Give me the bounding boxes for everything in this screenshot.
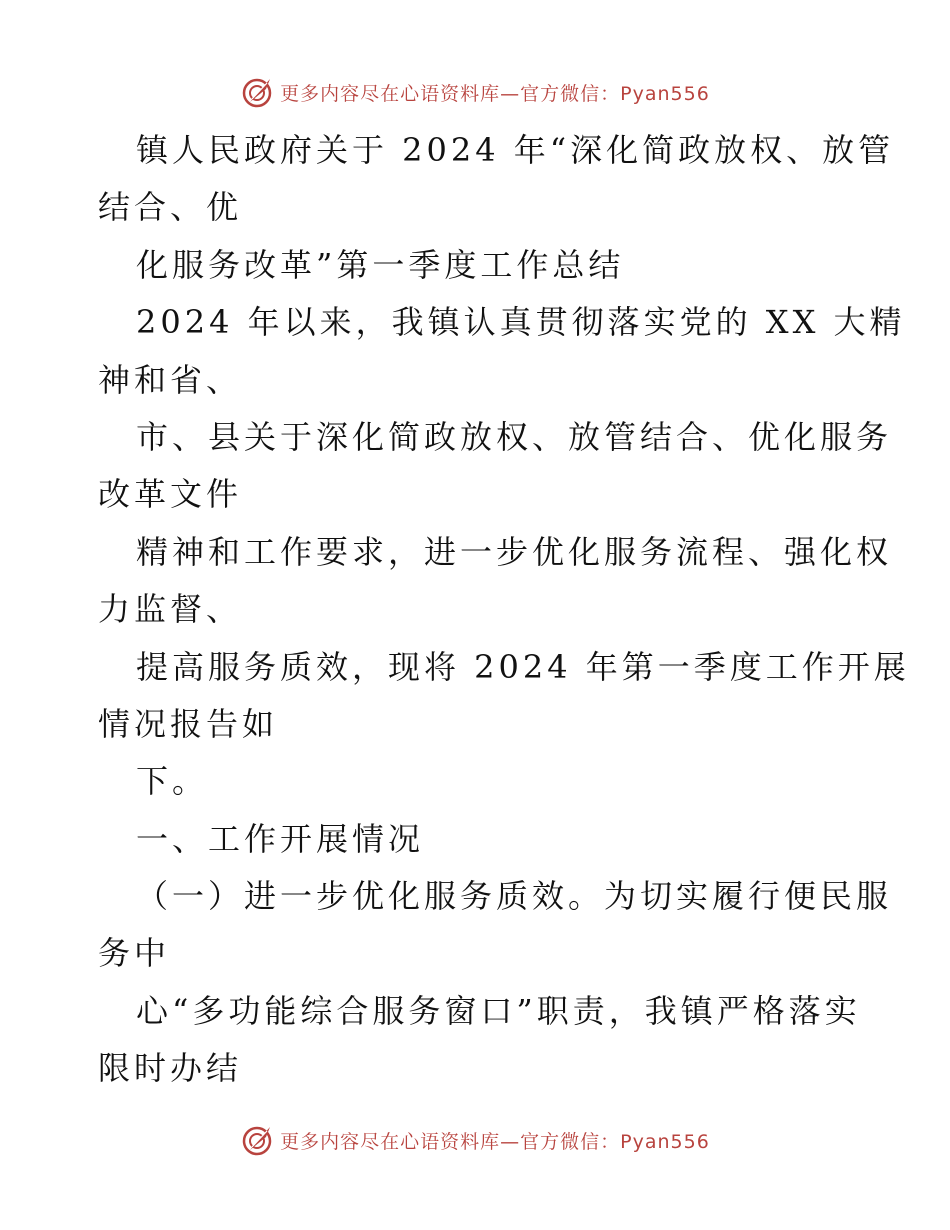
text-line: 限时办结 [98,1049,243,1088]
text-line: 一、工作开展情况 [136,819,425,858]
text-line: （一）进一步优化服务质效。为切实履行便民服 [136,877,893,916]
text-line: 心“多功能综合服务窗口”职责，我镇严格落实 [136,991,861,1030]
text-line: 镇人民政府关于 2024 年“深化简政放权、放管 [136,131,895,169]
watermark-text: 更多内容尽在心语资料库—官方微信：Pyan556 [280,82,710,105]
text-line: 神和省、 [98,360,243,399]
text-line: 务中 [98,934,171,973]
quill-logo-icon [240,1123,274,1157]
watermark-text: 更多内容尽在心语资料库—官方微信：Pyan556 [280,1130,710,1153]
text-line: 结合、优 [98,188,243,227]
text-line: 改革文件 [98,475,243,514]
text-line: 力监督、 [98,590,243,629]
text-line: 2024 年以来，我镇认真贯彻落实党的 XX 大精 [136,303,906,342]
text-line: 下。 [136,762,209,801]
quill-logo-icon [240,75,274,109]
text-line: 提高服务质效，现将 2024 年第一季度工作开展 [136,647,910,686]
document-body [98,122,910,1098]
watermark-banner-top [0,72,950,112]
text-line: 情况报告如 [98,704,279,743]
text-line: 化服务改革”第一季度工作总结 [136,245,625,284]
text-line: 市、县关于深化简政放权、放管结合、优化服务 [136,417,893,456]
text-line: 精神和工作要求，进一步优化服务流程、强化权 [136,532,893,571]
watermark-banner-bottom [0,1120,950,1160]
